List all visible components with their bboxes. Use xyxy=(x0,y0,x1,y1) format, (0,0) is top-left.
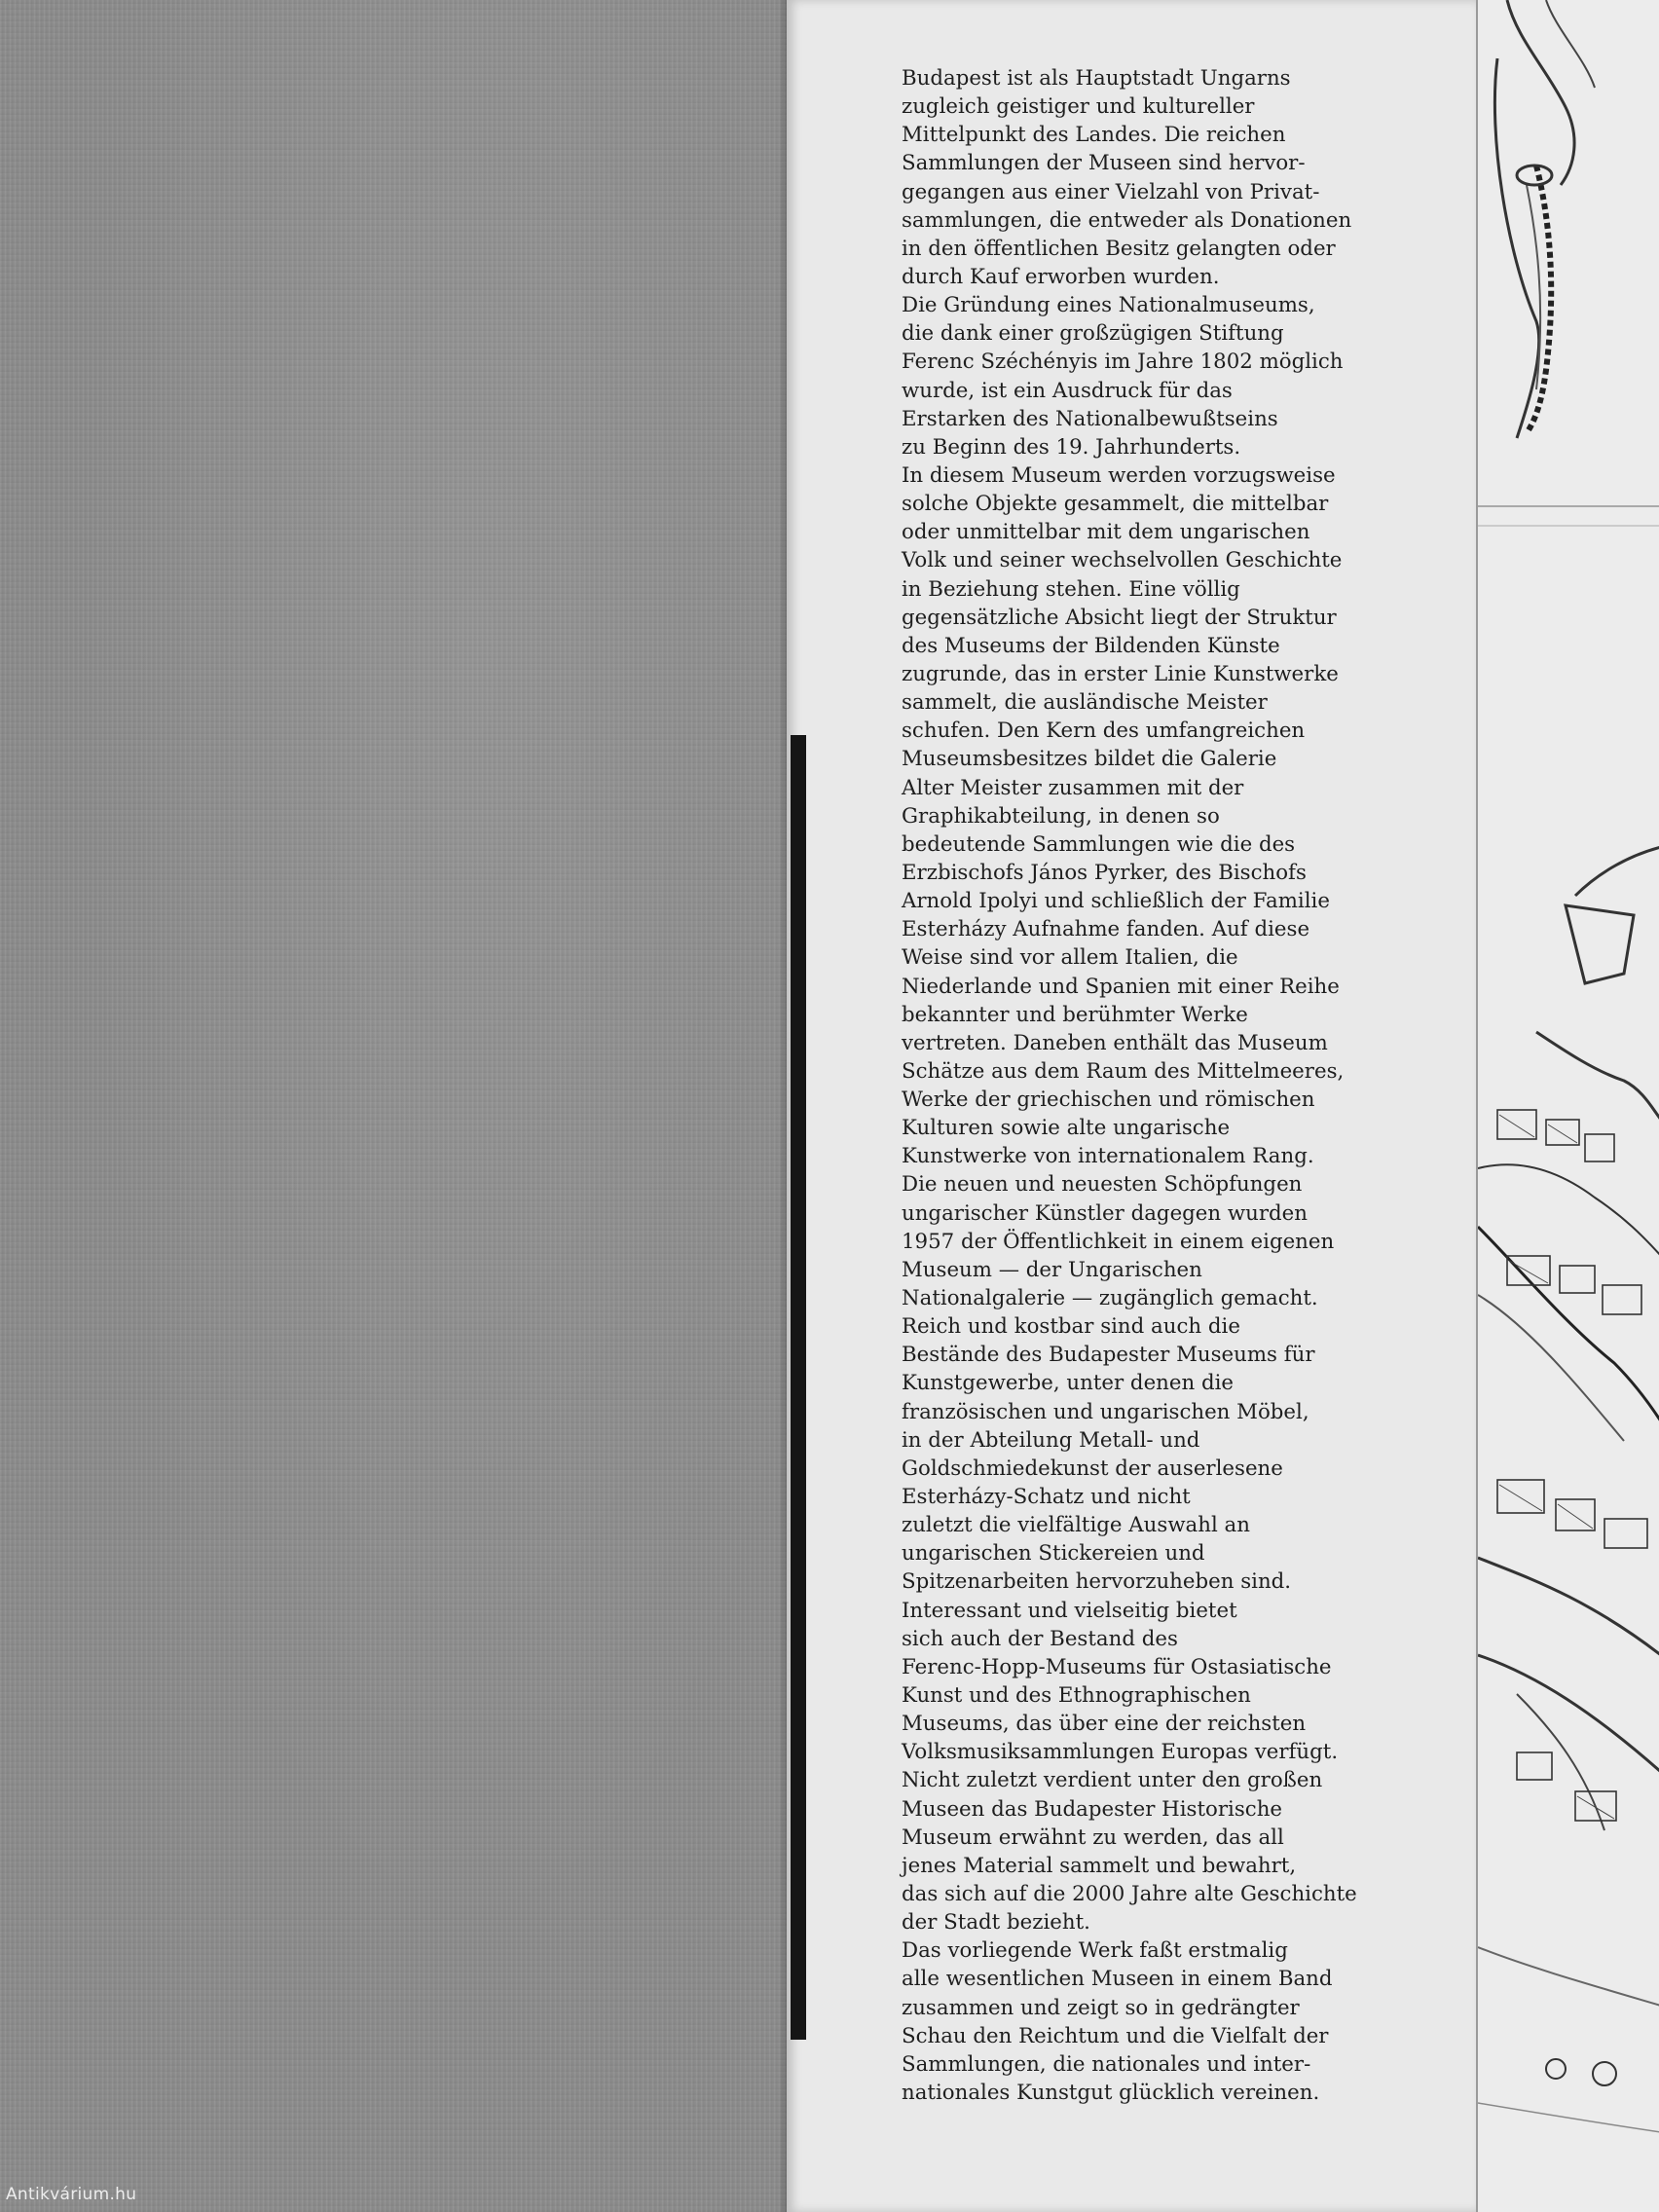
text-line: Mittelpunkt des Landes. Die reichen xyxy=(902,123,1286,148)
text-line: 1957 der Öffentlichkeit in einem eigenen xyxy=(902,1229,1335,1254)
text-line: Volksmusiksammlungen Europas verfügt. xyxy=(902,1740,1339,1765)
text-line: nationales Kunstgut glücklich vereinen. xyxy=(902,2080,1320,2105)
text-line: Sammlungen der Museen sind hervor- xyxy=(902,151,1306,176)
text-line: solche Objekte gesammelt, die mittelbar xyxy=(902,492,1329,517)
text-line: Volk und seiner wechselvollen Geschichte xyxy=(902,548,1343,573)
text-line: Erstarken des Nationalbewußtseins xyxy=(902,406,1278,431)
text-line: in der Abteilung Metall- und xyxy=(902,1427,1200,1453)
page-body-text xyxy=(902,64,1427,2107)
text-line: vertreten. Daneben enthält das Museum xyxy=(902,1030,1328,1055)
text-line: Ferenc-Hopp-Museums für Ostasiatische xyxy=(902,1654,1332,1679)
text-line: Museen das Budapester Historische xyxy=(902,1796,1283,1822)
text-line: wurde, ist ein Ausdruck für das xyxy=(902,378,1233,403)
text-line: Esterházy-Schatz und nicht xyxy=(902,1485,1191,1510)
text-line: zuletzt die vielfältige Auswahl an xyxy=(902,1513,1250,1538)
text-line: Das vorliegende Werk faßt erstmalig xyxy=(902,1938,1288,1964)
text-line: bekannter und berühmter Werke xyxy=(902,1002,1248,1027)
text-line: Kunstgewerbe, unter denen die xyxy=(902,1371,1235,1396)
text-line: Erzbischofs János Pyrker, des Bischofs xyxy=(902,860,1307,885)
text-line: durch Kauf erworben wurden. xyxy=(902,264,1220,289)
text-line: schufen. Den Kern des umfangreichen xyxy=(902,719,1306,744)
engraving-drawing xyxy=(1478,0,1659,2212)
text-line: In diesem Museum werden vorzugsweise xyxy=(902,462,1336,488)
text-line: sich auch der Bestand des xyxy=(902,1626,1178,1651)
text-line: alle wesentlichen Museen in einem Band xyxy=(902,1967,1333,1992)
text-line: Nationalgalerie — zugänglich gemacht. xyxy=(902,1286,1318,1311)
text-line: Kunstwerke von internationalem Rang. xyxy=(902,1144,1314,1169)
text-line: Schätze aus dem Raum des Mittelmeeres, xyxy=(902,1058,1345,1084)
text-line: Nicht zuletzt verdient unter den großen xyxy=(902,1768,1323,1793)
text-line: Kulturen sowie alte ungarische xyxy=(902,1116,1231,1141)
text-line: Interessant und vielseitig bietet xyxy=(902,1598,1237,1623)
text-line: gegensätzliche Absicht liegt der Struktur xyxy=(902,605,1337,630)
text-line: sammelt, die ausländische Meister xyxy=(902,690,1268,716)
text-line: Alter Meister zusammen mit der xyxy=(902,775,1244,800)
text-line: Museums, das über eine der reichsten xyxy=(902,1712,1307,1737)
text-line: Museum erwähnt zu werden, das all xyxy=(902,1825,1284,1850)
text-line: Bestände des Budapester Museums für xyxy=(902,1343,1315,1368)
text-line: Reich und kostbar sind auch die xyxy=(902,1314,1240,1340)
text-line: Die neuen und neuesten Schöpfungen xyxy=(902,1172,1303,1198)
engraving-illustration xyxy=(1476,0,1659,2212)
text-line: zusammen und zeigt so in gedrängter xyxy=(902,1995,1300,2020)
text-line: Die Gründung eines Nationalmuseums, xyxy=(902,293,1315,318)
text-line: jenes Material sammelt und bewahrt, xyxy=(902,1853,1297,1878)
watermark-text: Antikvárium.hu xyxy=(6,2185,137,2204)
text-line: des Museums der Bildenden Künste xyxy=(902,633,1280,658)
text-line: Graphikabteilung, in denen so xyxy=(902,803,1220,829)
text-line: gegangen aus einer Vielzahl von Privat- xyxy=(902,179,1320,204)
text-line: ungarischen Stickereien und xyxy=(902,1541,1205,1567)
text-line: zugrunde, das in erster Linie Kunstwerke xyxy=(902,661,1339,686)
text-line: in Beziehung stehen. Eine völlig xyxy=(902,576,1240,602)
text-line: Kunst und des Ethnographischen xyxy=(902,1683,1251,1709)
text-line: bedeutende Sammlungen wie die des xyxy=(902,831,1296,857)
text-line: oder unmittelbar mit dem ungarischen xyxy=(902,520,1310,545)
text-line: sammlungen, die entweder als Donationen xyxy=(902,207,1352,233)
text-line: Esterházy Aufnahme fanden. Auf diese xyxy=(902,917,1310,942)
text-line: das sich auf die 2000 Jahre alte Geschichte xyxy=(902,1882,1357,1906)
text-line: zugleich geistiger und kultureller xyxy=(902,94,1255,120)
text-line: Sammlungen, die nationales und inter- xyxy=(902,2051,1311,2077)
text-line: in den öffentlichen Besitz gelangten oder xyxy=(902,236,1336,261)
text-line: Ferenc Széchényis im Jahre 1802 möglich xyxy=(902,350,1344,375)
text-line: Niederlande und Spanien mit einer Reihe xyxy=(902,974,1340,999)
text-line: Weise sind vor allem Italien, die xyxy=(902,945,1238,971)
text-line: Spitzenarbeiten hervorzuheben sind. xyxy=(902,1569,1292,1595)
text-line: der Stadt bezieht. xyxy=(902,1910,1090,1936)
text-line: französischen und ungarischen Möbel, xyxy=(902,1399,1309,1424)
grey-cover-board xyxy=(0,0,791,2212)
text-line: Schau den Reichtum und die Vielfalt der xyxy=(902,2023,1329,2048)
text-line: Werke der griechischen und römischen xyxy=(902,1088,1315,1113)
text-line: Goldschmiedekunst der auserlesene xyxy=(902,1456,1283,1481)
text-line: zu Beginn des 19. Jahrhunderts. xyxy=(902,434,1241,460)
black-spine-strip xyxy=(791,735,806,2040)
text-line: Budapest ist als Hauptstadt Ungarns xyxy=(902,66,1291,91)
text-line: Arnold Ipolyi und schließlich der Familie xyxy=(902,889,1330,914)
text-line: ungarischer Künstler dagegen wurden xyxy=(902,1200,1308,1226)
text-line: Museum — der Ungarischen xyxy=(902,1257,1202,1282)
text-line: Museumsbesitzes bildet die Galerie xyxy=(902,747,1277,772)
text-line: die dank einer großzügigen Stiftung xyxy=(902,321,1284,347)
